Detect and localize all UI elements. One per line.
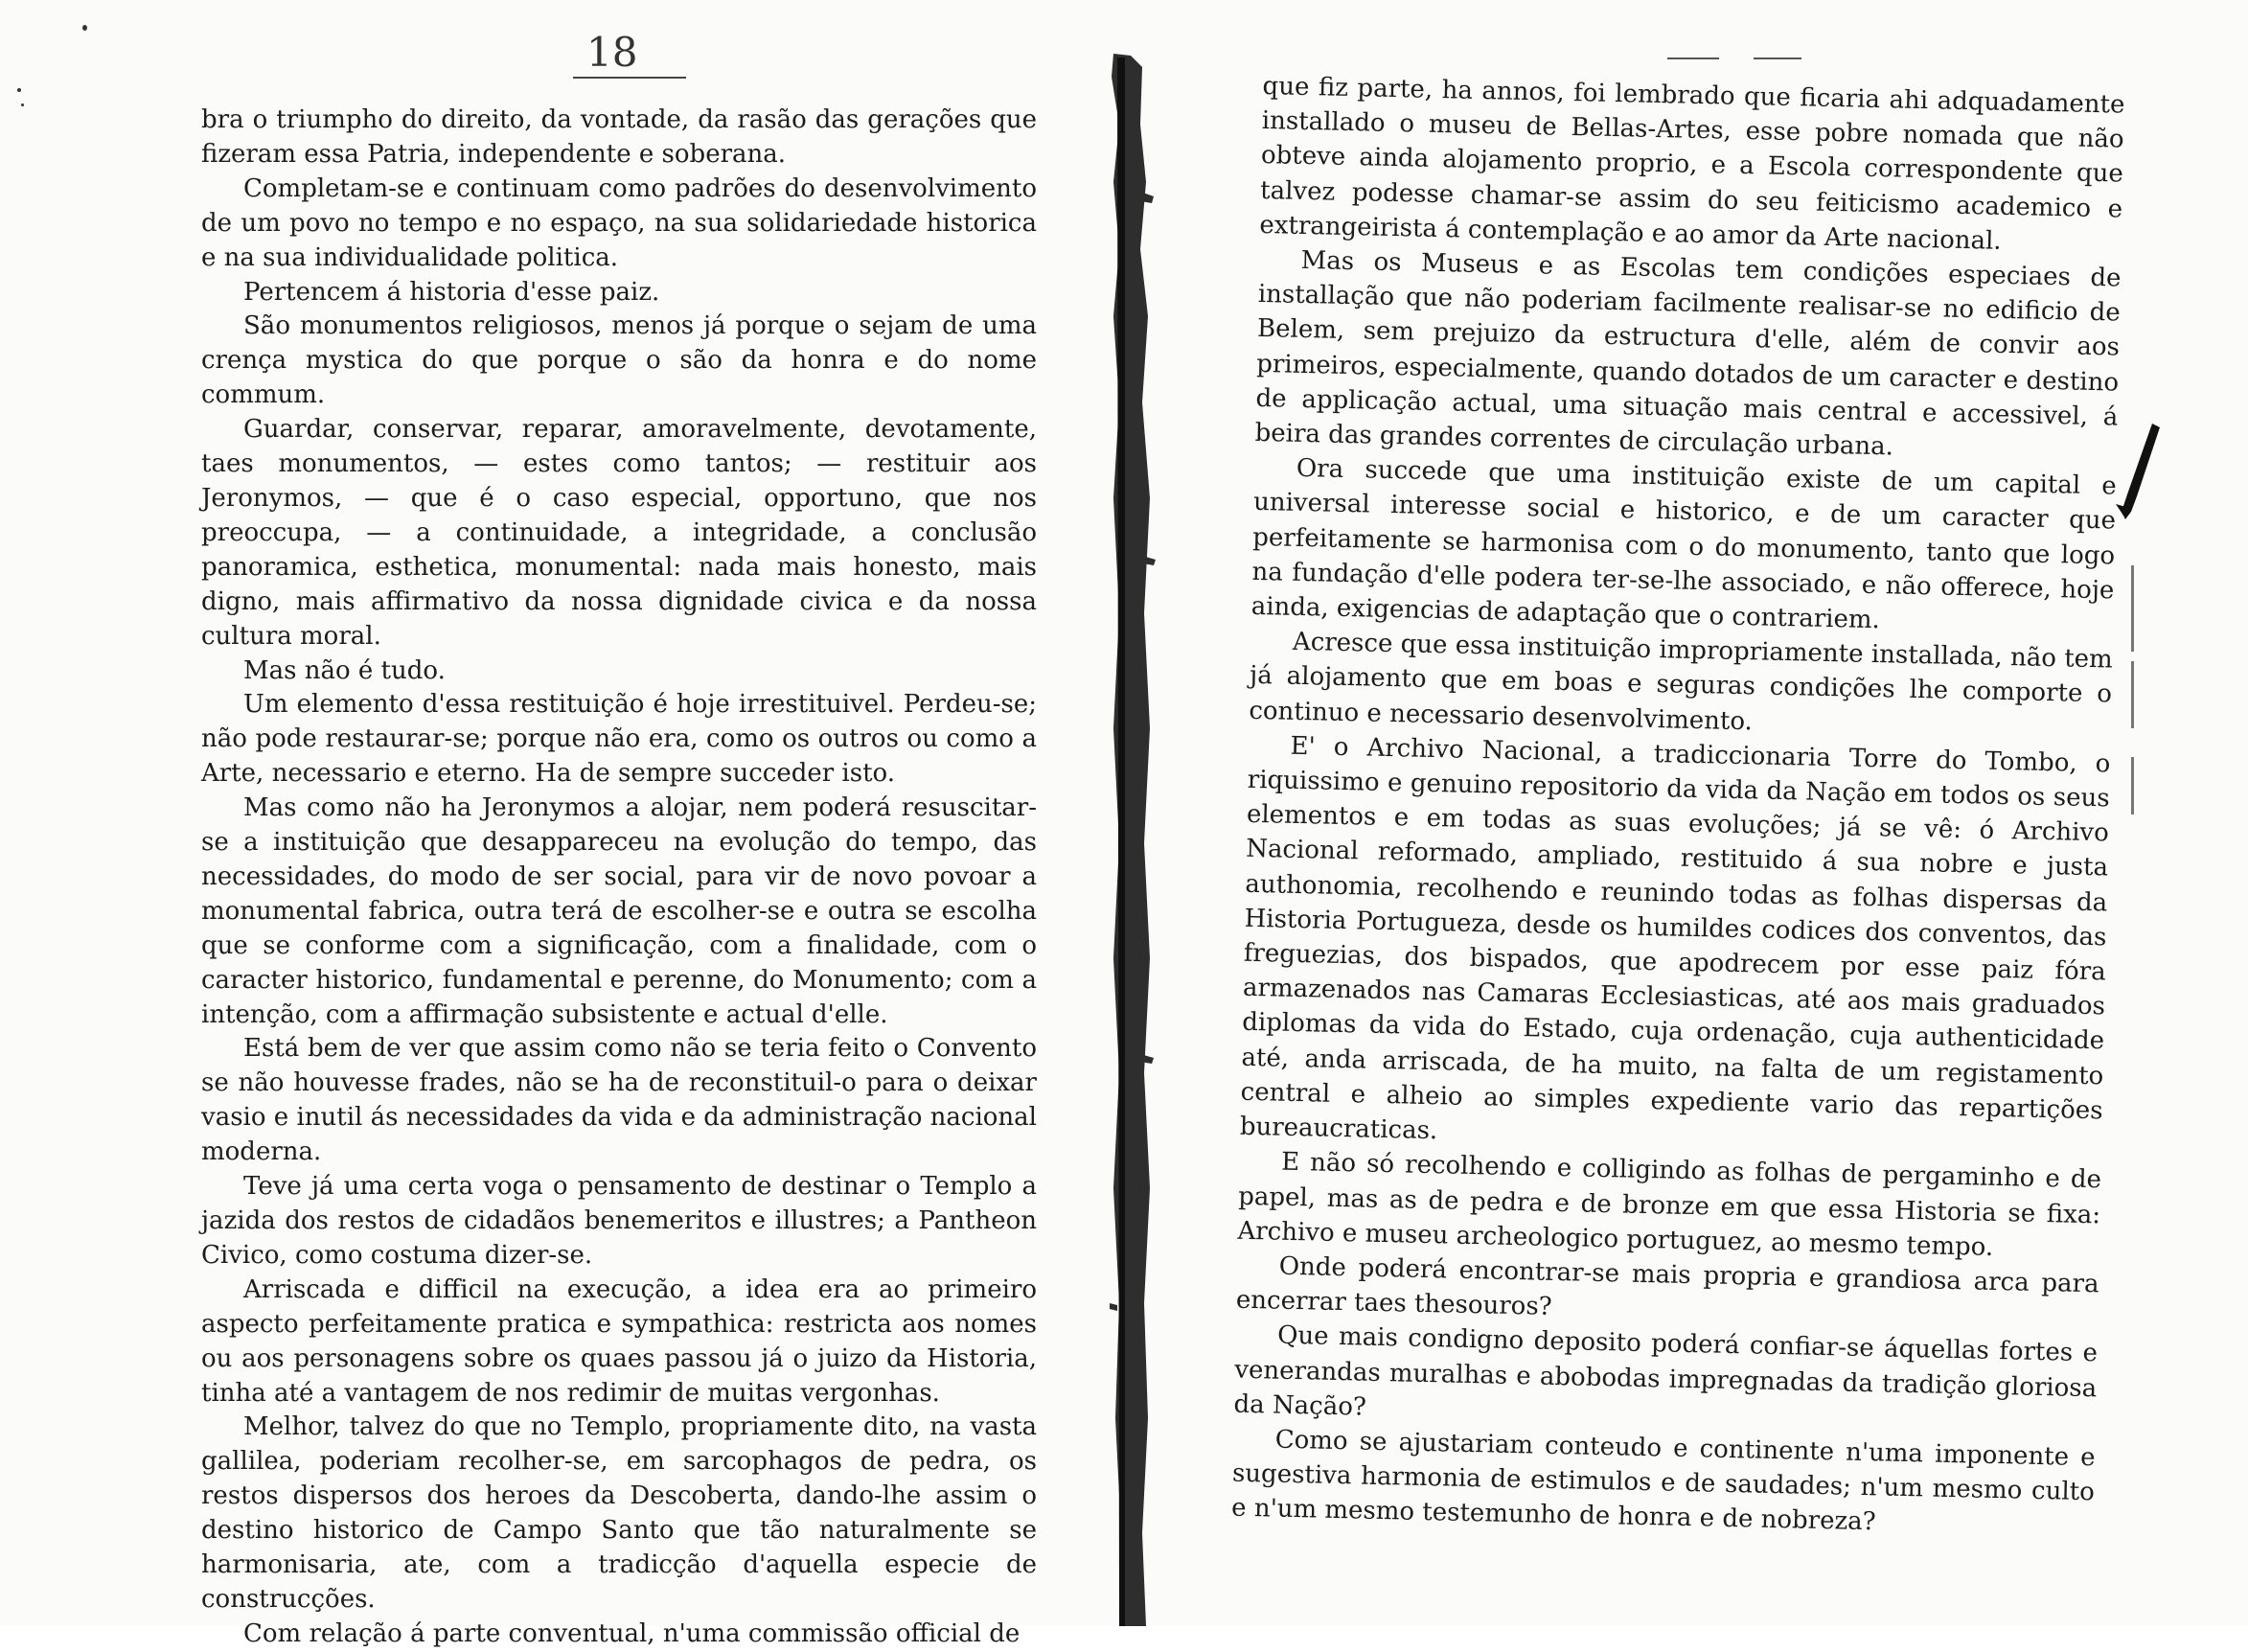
paragraph: E' o Archivo Nacional, a tradiccionaria Torre do Tombo, o riquissimo e genuino repositorio da vida da Nação em todos os seus elementos e em todas as suas evoluções; já se vê: ó Archivo Nacional reformado, ampliado, restituido á sua nobre e justa authonomia, recolhendo e reunindo todas as folhas dispersas da Historia Portugueza, desde os humildes codices dos conventos, das freguezias, dos bispados, que apodrecem por esse paiz fóra armazenados nas Camaras Ecclesiasticas, até aos mais graduados diplomas da vida do Estado, cuja ordenação, cuja authenticidade até, anda arriscada, de ha muito, na falta de um registamento central e alheio ao simples expediente vario das repartições bureaucraticas. <box>1239 731 2111 1146</box>
scan-speck <box>21 103 24 106</box>
paragraph: Que mais condigno deposito poderá confiar-se áquellas fortes e venerandas muralhas e abobodas impregnadas da tradição gloriosa da Nação? <box>1233 1320 2099 1422</box>
paragraph: Pertencem á historia d'esse paiz. <box>243 277 660 307</box>
paragraph: Um elemento d'essa restituição é hoje irrestituivel. Perdeu-se; não pode restaurar-se; porque não era, como os outros ou como a Arte, necessario e eterno. Ha de sempre succeder isto. <box>201 690 1037 789</box>
paragraph: Com relação á parte conventual, n'uma commissão official de <box>243 1618 1021 1648</box>
margin-bracket <box>2131 661 2134 728</box>
paragraph: Completam-se e continuam como padrões do desenvolvimento de um povo no tempo e no espaço, na sua solidariedade historica e na sua individualidade politica. <box>201 173 1037 272</box>
paragraph: Guardar, conservar, reparar, amoravelmente, devotamente, taes monumentos, — estes como tantos; — restituir aos Jeronymos, — que é o caso especial, opportuno, que nos preoccupa, — a continuidade, a integridade, a conclusão panoramica, esthetica, monumental: nada mais honesto, mais digno, mais affirmativo da nossa dignidade civica e da nossa cultura moral. <box>201 415 1037 651</box>
handwritten-pen-mark <box>2108 420 2166 525</box>
right-page-text <box>1231 69 2125 1545</box>
paragraph: Mas não é tudo. <box>243 655 446 685</box>
paragraph: Teve já uma certa voga o pensamento de destinar o Templo a jazida dos restos de cidadãos benemeritos e illustres; a Pantheon Civico, como costuma dizer-se. <box>201 1172 1037 1270</box>
paragraph: Ora succede que uma instituição existe de um capital e universal interesse social e historico, e de um caracter que perfeitamente se harmonisa com o do monumento, tanto que logo na fundação d'elle podera ter-se-lhe associado, e não offerece, hoje ainda, exigencias de adaptação que o contrariem. <box>1250 454 2118 635</box>
margin-bracket <box>2131 757 2134 815</box>
paragraph: Onde poderá encontrar-se mais propria e grandiosa arca para encerrar taes thesouros? <box>1235 1251 2099 1321</box>
paragraph: Mas os Museus e as Escolas tem condições especiaes de installação que não poderiam facilmente realisar-se no edificio de Belem, sem prejuizo da estructura d'elle, além de convir aos primeiros, especialmente, quando dotados de um caracter e destino de applicação actual, uma situação mais central e accessivel, á beira das grandes correntes de circulação urbana. <box>1254 245 2122 462</box>
paragraph: Melhor, talvez do que no Templo, propriamente dito, na vasta gallilea, poderiam recolher-se, em sarcophagos de pedra, os restos dispersos dos heroes da Descoberta, dando-lhe assim o destino historico de Campo Santo que tão naturalmente se harmonisaria, ate, com a tradicção d'aquella especie de construcções. <box>201 1412 1037 1614</box>
header-rule <box>1754 57 1801 59</box>
margin-bracket <box>2131 565 2134 652</box>
paragraph: Mas como não ha Jeronymos a alojar, nem poderá resuscitar-se a instituição que desappareceu na evolução do tempo, das necessidades, do modo de ser social, para vir de novo povoar a monumental fabrica, outra terá de escolher-se e outra se escolha que se conforme com a significação, com a finalidade, com o caracter historico, fundamental e perenne, do Monumento; com a intenção, com a affirmação subsistente e actual d'elle. <box>201 793 1037 1029</box>
scan-speck <box>17 88 21 92</box>
paragraph: Como se ajustariam conteudo e continente n'uma imponente e sugestiva harmonia de estimulos e de saudades; n'um mesmo culto e n'um mesmo testemunho de honra e de nobreza? <box>1230 1425 2096 1537</box>
book-spine-shadow <box>1102 0 1159 1626</box>
left-page-text <box>201 103 1037 1652</box>
paragraph: Arriscada e difficil na execução, a idea era ao primeiro aspecto perfeitamente pratica e sympathica: restricta aos nomes ou aos personagens sobre os quaes passou já o juizo da Historia, tinha até a vantagem de nos redimir de muitas vergonhas. <box>201 1274 1037 1408</box>
header-rule <box>1667 57 1719 59</box>
paragraph: Está bem de ver que assim como não se teria feito o Convento se não houvesse frades, não se ha de reconstituil-o para o deixar vasio e inutil ás necessidades da vida e da administração nacional moderna. <box>201 1034 1037 1167</box>
paragraph: E não só recolhendo e colligindo as folhas de pergaminho e de papel, mas as de pedra e de bronze em que essa Historia se fixa: Archivo e museu archeologico portuguez, ao mesmo tempo. <box>1237 1147 2102 1262</box>
page-number-underline <box>573 77 686 79</box>
paragraph: que fiz parte, ha annos, foi lembrado que ficaria ahi adquadamente installado o museu de Bellas-Artes, esse pobre nomada que não obteve ainda alojamento proprio, e a Escola correspondente que talvez podesse chamar-se assim do seu feiticismo academico e extrangeirista á contemplação e ao amor da Arte nacional. <box>1259 71 2125 256</box>
paragraph: São monumentos religiosos, menos já porque o sejam de uma crença mystica do que porque o são da honra e do nome commum. <box>201 311 1037 410</box>
paragraph: bra o triumpho do direito, da vontade, da rasão das gerações que fizeram essa Patria, independente e soberana. <box>201 105 1037 169</box>
page-number: 18 <box>586 29 638 76</box>
scan-speck <box>82 25 87 31</box>
paragraph: Acresce que essa instituição impropriamente installada, não tem já alojamento que em boas e seguras condições lhe comporte o continuo e necessario desenvolvimento. <box>1249 628 2114 736</box>
